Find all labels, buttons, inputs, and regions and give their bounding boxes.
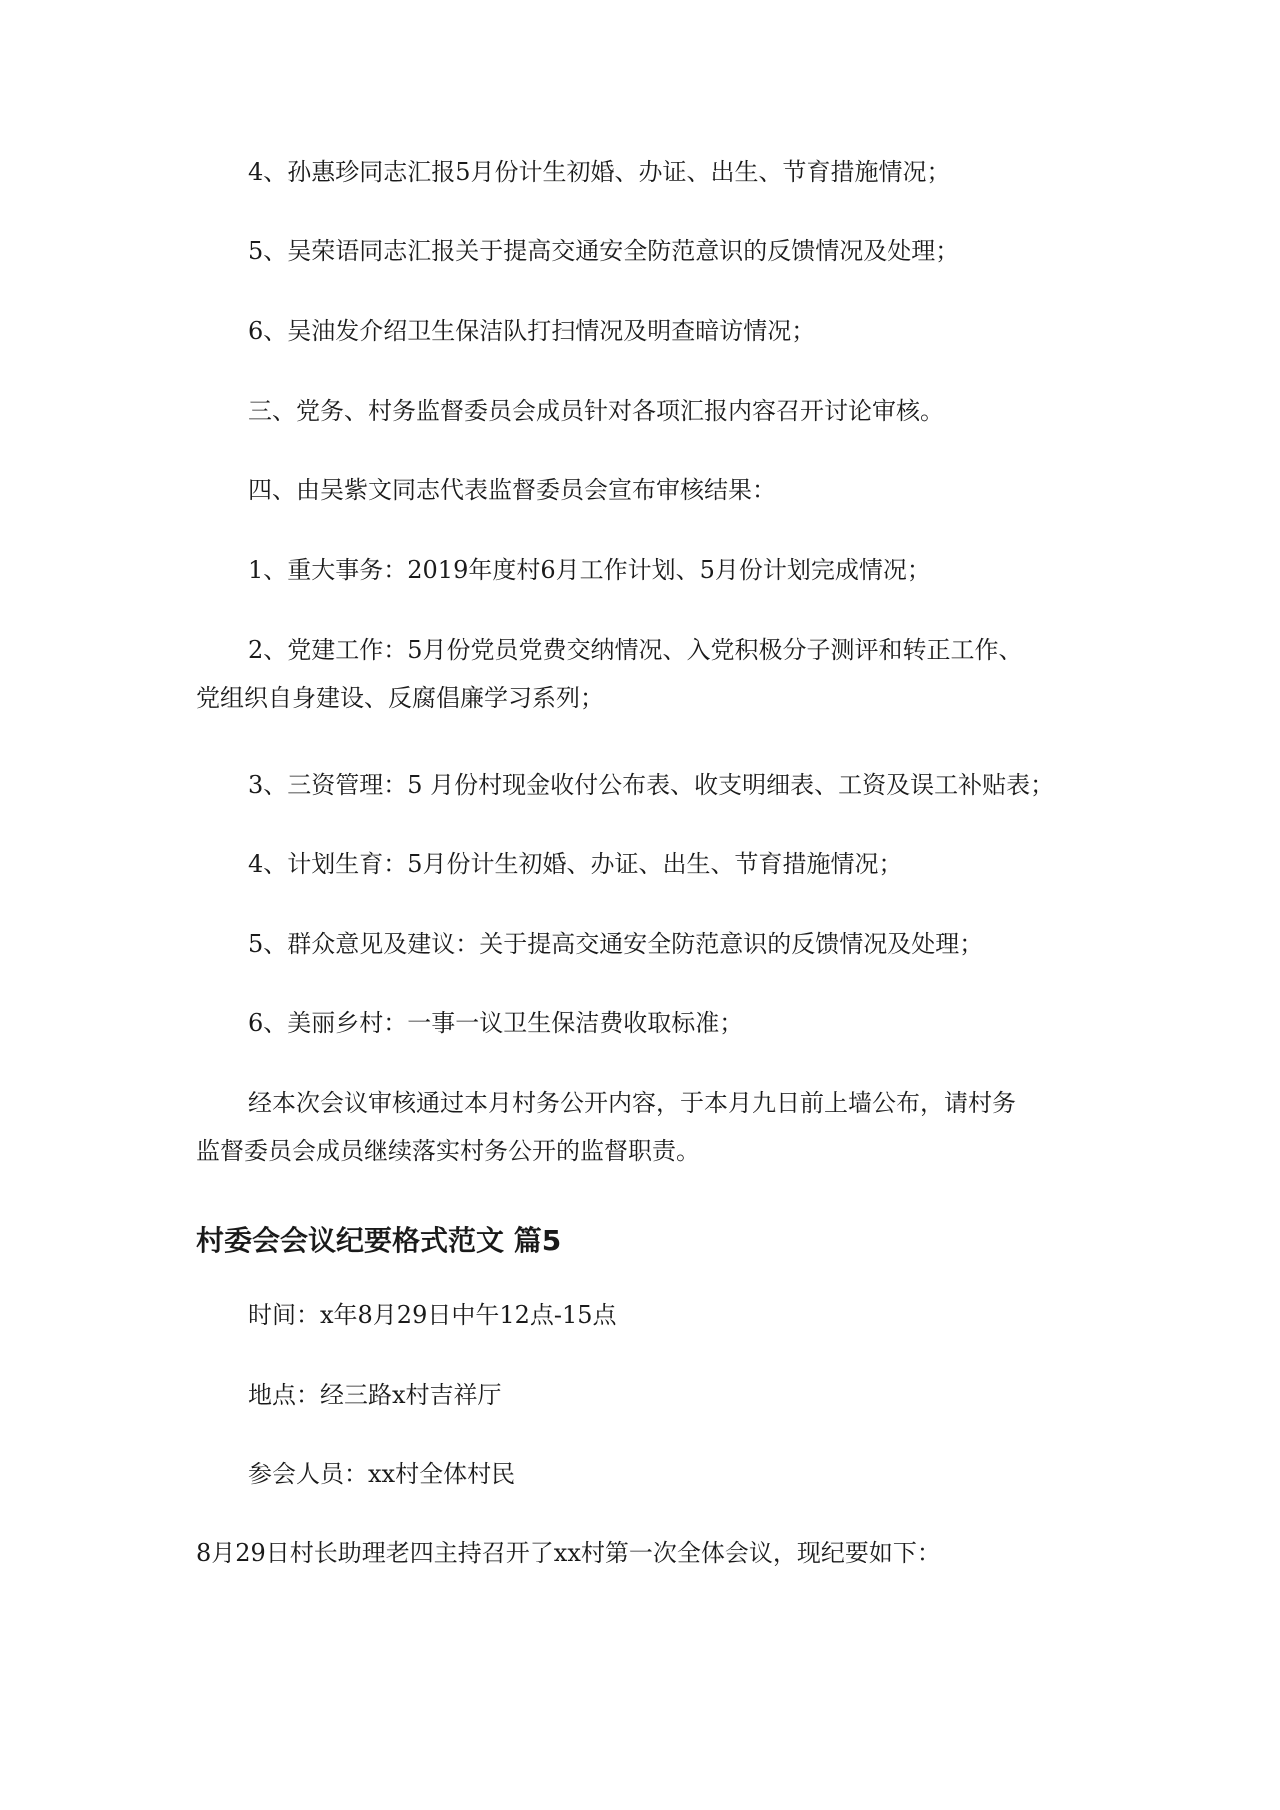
meeting-place: 地点：经三路x村吉祥厅 (248, 1381, 502, 1409)
paragraph-result-family-planning: 4、计划生育：5月份计生初婚、办证、出生、节育措施情况； (248, 850, 903, 878)
paragraph-section-four: 四、由吴紫文同志代表监督委员会宣布审核结果： (248, 476, 776, 504)
meeting-intro: 8月29日村长助理老四主持召开了xx村第一次全体会议，现纪要如下： (196, 1539, 941, 1567)
paragraph-result-party-building (196, 626, 1096, 722)
section-heading: 村委会会议纪要格式范文 篇5 (196, 1224, 562, 1257)
party-building-line-1: 2、党建工作：5月份党员党费交纳情况、入党积极分子测评和转正工作、 (248, 636, 1023, 664)
paragraph-conclusion (196, 1079, 1096, 1175)
paragraph-item-4-report: 4、孙惠珍同志汇报5月份计生初婚、办证、出生、节育措施情况； (248, 158, 951, 186)
paragraph-item-5-report: 5、吴荣语同志汇报关于提高交通安全防范意识的反馈情况及处理； (248, 237, 960, 265)
conclusion-line-1: 经本次会议审核通过本月村务公开内容，于本月九日前上墙公布，请村务 (248, 1089, 1016, 1117)
party-building-line-2: 党组织自身建设、反腐倡廉学习系列； (196, 684, 604, 712)
paragraph-result-three-assets: 3、三资管理：5 月份村现金收付公布表、收支明细表、工资及误工补贴表； (248, 771, 1055, 799)
paragraph-result-beautiful-village: 6、美丽乡村：一事一议卫生保洁费收取标准； (248, 1009, 744, 1037)
meeting-time: 时间：x年8月29日中午12点-15点 (248, 1301, 617, 1329)
conclusion-line-2: 监督委员会成员继续落实村务公开的监督职责。 (196, 1137, 700, 1165)
paragraph-result-public-opinion: 5、群众意见及建议：关于提高交通安全防范意识的反馈情况及处理； (248, 930, 984, 958)
paragraph-section-three: 三、党务、村务监督委员会成员针对各项汇报内容召开讨论审核。 (248, 397, 944, 425)
paragraph-result-major-affairs: 1、重大事务：2019年度村6月工作计划、5月份计划完成情况； (248, 556, 931, 584)
meeting-attendees: 参会人员：xx村全体村民 (248, 1460, 516, 1488)
paragraph-item-6-report: 6、吴油发介绍卫生保洁队打扫情况及明查暗访情况； (248, 317, 816, 345)
